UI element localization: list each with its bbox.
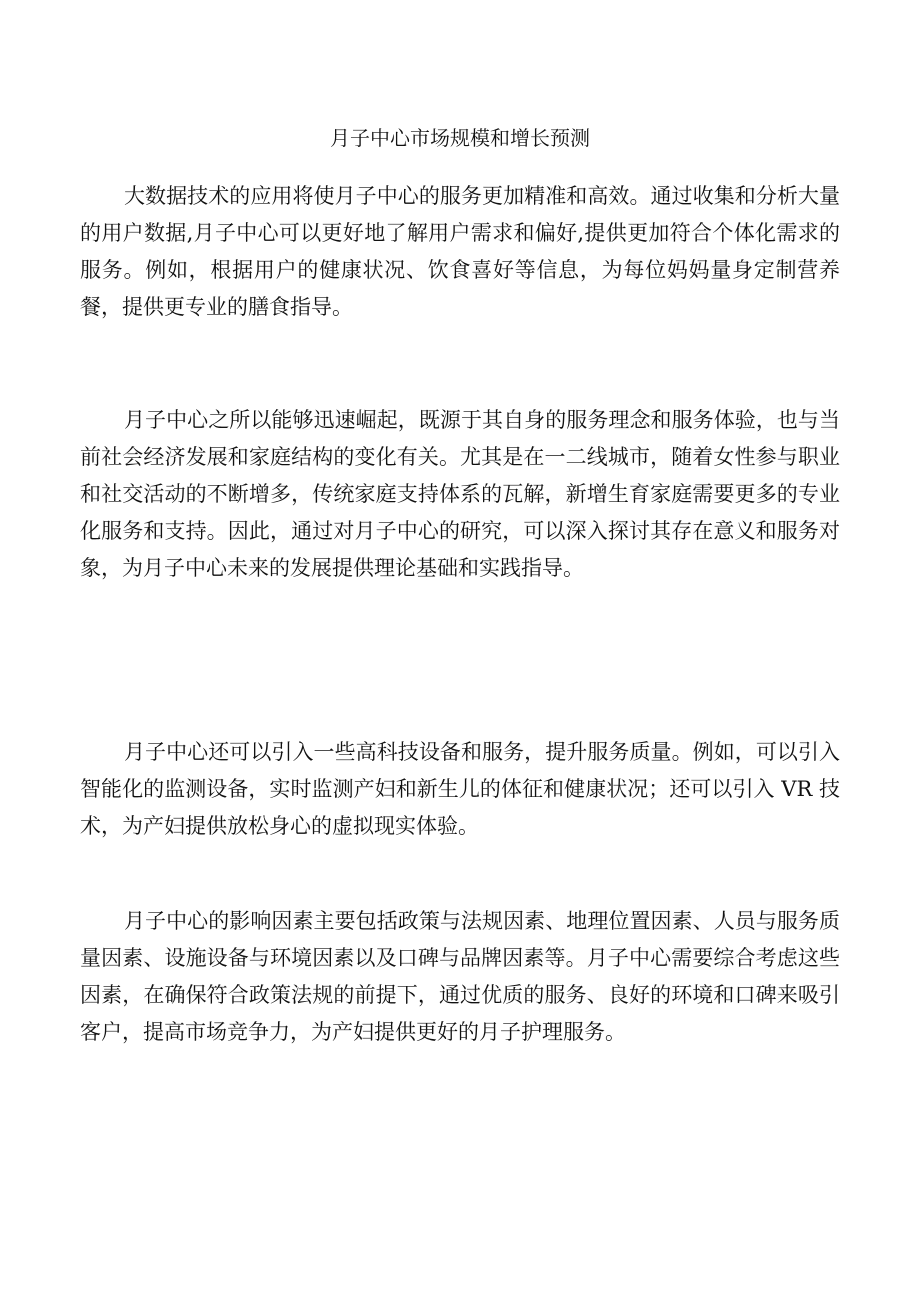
paragraph-1: 大数据技术的应用将使月子中心的服务更加精准和高效。通过收集和分析大量的用户数据,月子中心可以更好地了解用户需求和偏好,提供更加符合个体化需求的服务。例如，根据用户的健康状况、饮食喜好等信息，为每位妈妈量身定制营养餐，提供更专业的膳食指导。 [80, 184, 840, 319]
paragraph-3: 月子中心还可以引入一些高科技设备和服务，提升服务质量。例如，可以引入智能化的监测设备，实时监测产妇和新生儿的体征和健康状况；还可以引入 VR 技术，为产妇提供放松身心的虚拟现实体验。 [80, 740, 840, 838]
document-title: 月子中心市场规模和增长预测 [330, 126, 590, 150]
paragraph-4: 月子中心的影响因素主要包括政策与法规因素、地理位置因素、人员与服务质量因素、设施设备与环境因素以及口碑与品牌因素等。月子中心需要综合考虑这些因素，在确保符合政策法规的前提下，通过优质的服务、良好的环境和口碑来吸引客户，提高市场竞争力，为产妇提供更好的月子护理服务。 [80, 909, 840, 1044]
paragraph-2: 月子中心之所以能够迅速崛起，既源于其自身的服务理念和服务体验，也与当前社会经济发展和家庭结构的变化有关。尤其是在一二线城市，随着女性参与职业和社交活动的不断增多，传统家庭支持体系的瓦解，新增生育家庭需要更多的专业化服务和支持。因此，通过对月子中心的研究，可以深入探讨其存在意义和服务对象，为月子中心未来的发展提供理论基础和实践指导。 [80, 408, 840, 580]
